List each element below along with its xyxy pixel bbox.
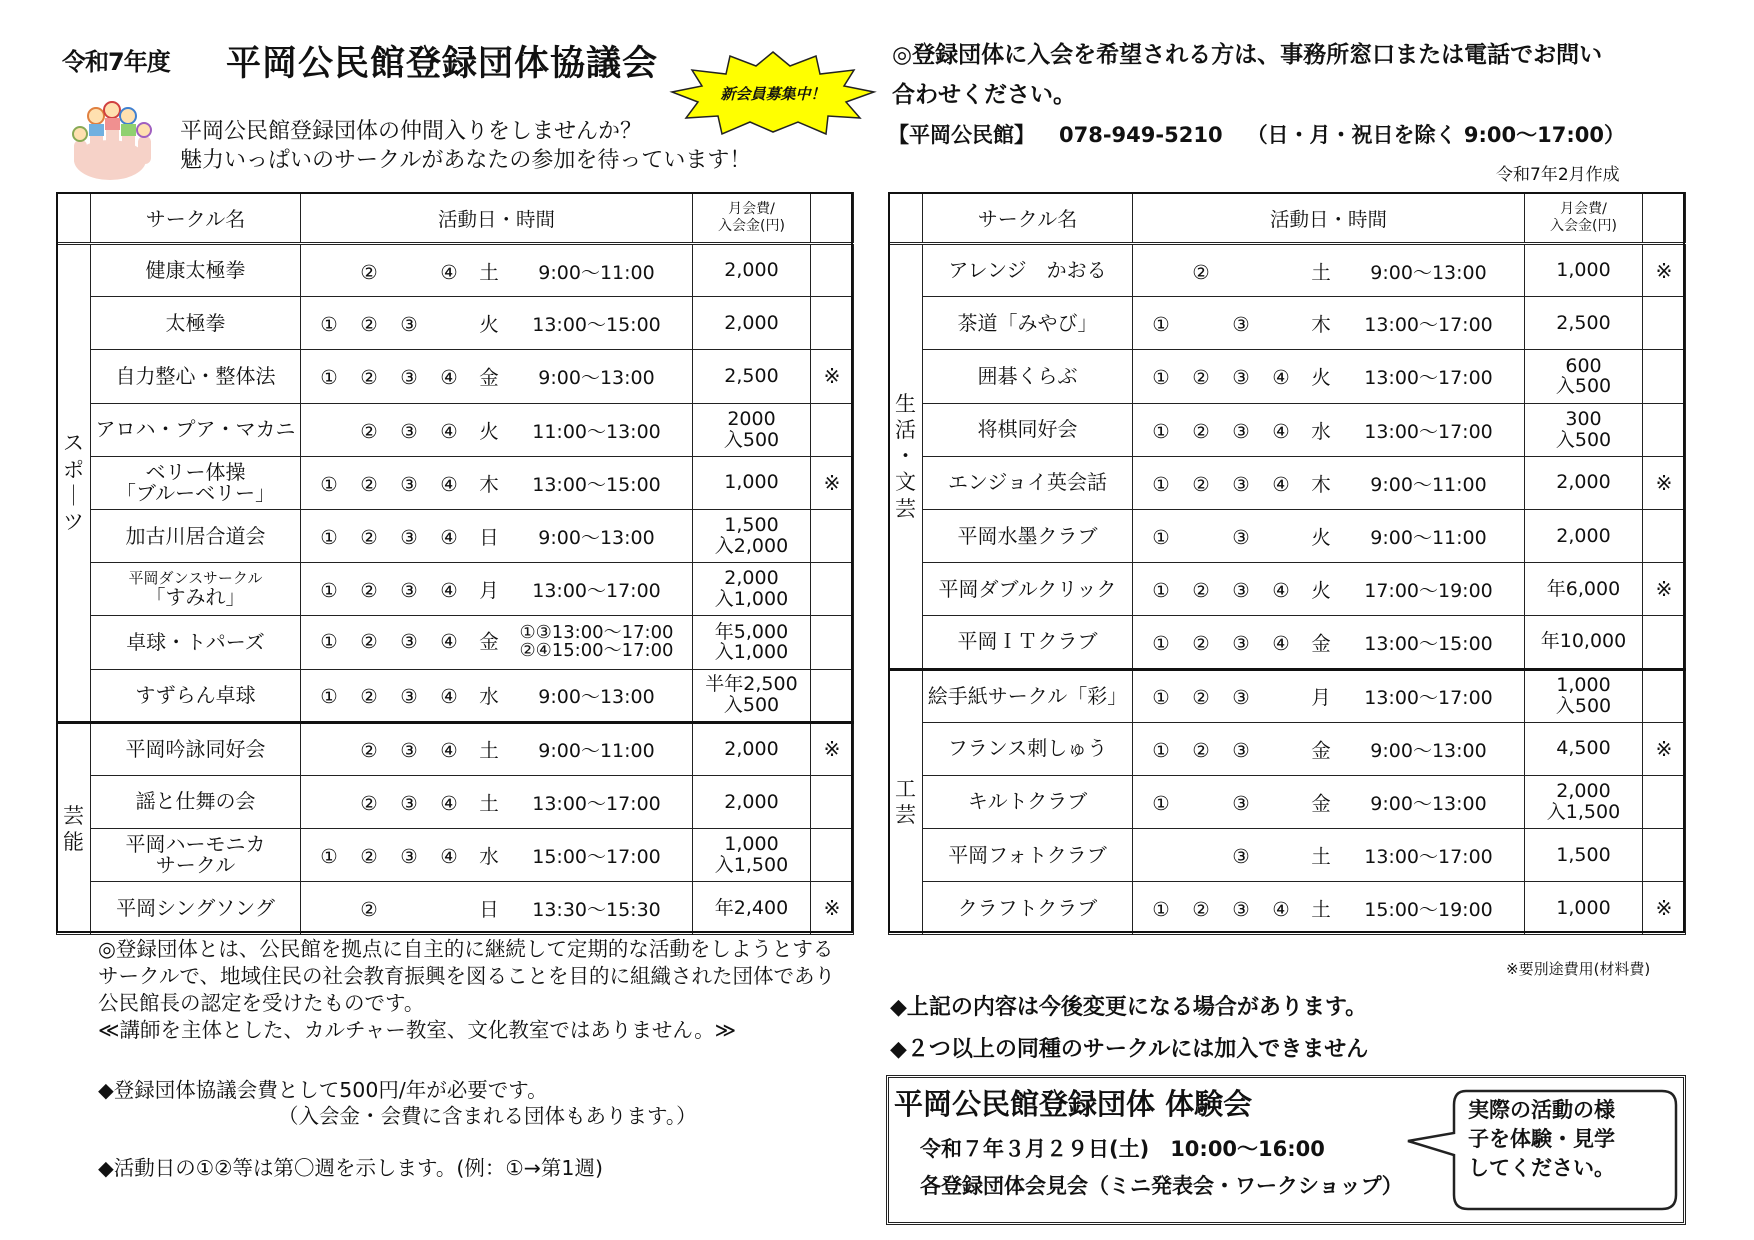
circle-name: 平岡シングソング — [91, 882, 301, 935]
header-schedule: 活動日・時間 — [301, 193, 693, 244]
material-fee-mark — [1643, 775, 1686, 828]
circle-name: すずらん卓球 — [91, 669, 301, 722]
table-row — [889, 350, 1686, 403]
circle-name: 平岡ダンスサークル 「すみれ」 — [91, 563, 301, 616]
table-row — [57, 829, 854, 882]
fee-sub-note: （入会金・会費に含まれる団体もあります。） — [278, 1104, 697, 1128]
experience-description: 各登録団体会見会（ミニ発表会・ワークショップ） — [920, 1174, 1403, 1198]
header-schedule: 活動日・時間 — [1133, 193, 1525, 244]
activity-schedule: ① ② ③ ④ 火 17:00～19:00 — [1133, 563, 1525, 616]
fee: 年2,400 — [693, 882, 811, 935]
activity-time: 13:00～17:00 — [532, 580, 661, 603]
activity-schedule: ② 日 13:30～15:30 — [301, 882, 693, 935]
join-info-line-2: 合わせください。 — [892, 82, 1076, 108]
activity-time: 13:00～15:00 — [532, 314, 661, 337]
table-row — [889, 882, 1686, 935]
activity-time: 17:00～19:00 — [1364, 580, 1493, 603]
material-fee-mark — [1643, 829, 1686, 882]
material-fee-mark — [811, 297, 854, 350]
table-row — [889, 244, 1686, 297]
weekday: 土 — [479, 791, 499, 815]
activity-schedule: ② ③ ④ 土 9:00～11:00 — [301, 722, 693, 775]
material-fee-mark — [1643, 403, 1686, 456]
fee: 年10,000 — [1525, 616, 1643, 669]
header-note — [811, 193, 854, 244]
circle-name: 囲碁くらぶ — [923, 350, 1133, 403]
fee: 2,000 — [693, 244, 811, 297]
table-row — [57, 350, 854, 403]
activity-time: 9:00～13:00 — [538, 686, 655, 709]
table-row — [889, 669, 1686, 722]
activity-schedule: ① ③ 木 13:00～17:00 — [1133, 297, 1525, 350]
fee: 2,500 — [693, 350, 811, 403]
weekday: 金 — [1311, 738, 1331, 762]
activity-schedule: ① ② ③ ④ 木 13:00～15:00 — [301, 456, 693, 509]
weekday: 土 — [1311, 845, 1331, 869]
activity-schedule: ① ② ③ ④ 日 9:00～13:00 — [301, 509, 693, 562]
join-info-line-1: ◎登録団体に入会を希望される方は、事務所窓口または電話でお問い — [892, 42, 1603, 68]
fee-note: ◆登録団体協議会費として500円/年が必要です。 — [98, 1078, 548, 1102]
header-fee: 月会費/ 入会金(円) — [693, 193, 811, 244]
table-row — [57, 669, 854, 722]
page-title: 平岡公民館登録団体協議会 — [226, 44, 659, 84]
activity-time: 13:00～17:00 — [1364, 367, 1493, 390]
table-row — [57, 244, 854, 297]
activity-time: 9:00～11:00 — [538, 740, 655, 763]
header-circle-name: サークル名 — [923, 193, 1133, 244]
activity-time: 9:00～11:00 — [1370, 473, 1487, 496]
category-crafts: 工 芸 — [889, 669, 923, 935]
table-row — [57, 456, 854, 509]
weekday: 月 — [1311, 686, 1331, 710]
change-note: ◆上記の内容は今後変更になる場合があります。 — [890, 995, 1368, 1020]
invite-line-2: 魅力いっぱいのサークルがあなたの参加を待っています！ — [180, 148, 752, 173]
category-performing-arts: 芸 能 — [57, 722, 91, 935]
weekday: 金 — [1311, 631, 1331, 655]
material-fee-mark — [811, 616, 854, 669]
material-fee-mark: ※ — [811, 456, 854, 509]
table-row — [57, 403, 854, 456]
activity-schedule: ② ③ ④ 土 13:00～17:00 — [301, 775, 693, 828]
activity-schedule: ② ④ 土 9:00～11:00 — [301, 244, 693, 297]
fee: 1,000 — [1525, 882, 1643, 935]
weekday: 金 — [479, 366, 499, 390]
activity-time: 13:00～17:00 — [1364, 846, 1493, 869]
material-fee-mark — [811, 563, 854, 616]
table-header-row — [57, 193, 854, 244]
activity-time: 13:00～15:00 — [532, 473, 661, 496]
header-category — [57, 193, 91, 244]
material-fee-mark: ※ — [811, 722, 854, 775]
fee: 1,000 入1,500 — [693, 829, 811, 882]
circle-name: 加古川居合道会 — [91, 509, 301, 562]
weekday: 火 — [479, 313, 499, 337]
weekday: 木 — [1311, 313, 1331, 337]
same-type-note: ◆２つ以上の同種のサークルには加入できません — [890, 1037, 1369, 1062]
material-fee-mark — [811, 509, 854, 562]
material-fee-mark — [811, 403, 854, 456]
weekday: 木 — [1311, 472, 1331, 496]
table-row — [889, 403, 1686, 456]
definition-note: ◎登録団体とは、公民館を拠点に自主的に継続して定期的な活動をしようとするサークルで、地域住民の社会教育振興を図ることを目的に組織された団体であり公民館長の認定を受けたものです。 ≪講師を主体とした、カルチャー教室、文化教室ではありません。≫ — [98, 936, 850, 1044]
circle-name: 平岡ＩＴクラブ — [923, 616, 1133, 669]
circle-name: 謡と仕舞の会 — [91, 775, 301, 828]
weekday: 火 — [1311, 579, 1331, 603]
fee: 年6,000 — [1525, 563, 1643, 616]
fiscal-year: 令和7年度 — [62, 48, 170, 76]
circle-name: クラフトクラブ — [923, 882, 1133, 935]
material-fee-mark: ※ — [1643, 722, 1686, 775]
activity-schedule: ① ② ③ ④ 金 ①③13:00～17:00 ②④15:00～17:00 — [301, 616, 693, 669]
circle-name: アレンジ かおる — [923, 244, 1133, 297]
circle-name: アロハ・プア・マカニ — [91, 403, 301, 456]
table-row — [889, 509, 1686, 562]
fee: 4,500 — [1525, 722, 1643, 775]
circle-name: 絵手紙サークル「彩」 — [923, 669, 1133, 722]
activity-time: 9:00～13:00 — [538, 527, 655, 550]
activity-schedule: ① ② ③ ④ 土 15:00～19:00 — [1133, 882, 1525, 935]
table-row — [57, 722, 854, 775]
activity-schedule: ① ② ③ ④ 水 15:00～17:00 — [301, 829, 693, 882]
fee: 1,000 入500 — [1525, 669, 1643, 722]
activity-time: ①③13:00～17:00 ②④15:00～17:00 — [519, 621, 674, 662]
activity-time: 9:00～13:00 — [1370, 792, 1487, 815]
fee: 1,500 入2,000 — [693, 509, 811, 562]
weekday: 金 — [1311, 791, 1331, 815]
material-fee-mark — [811, 775, 854, 828]
activity-schedule: ① ② ③ 金 9:00～13:00 — [1133, 722, 1525, 775]
activity-schedule: ① ② ③ ④ 水 9:00～13:00 — [301, 669, 693, 722]
circle-name: 茶道「みやび」 — [923, 297, 1133, 350]
circle-name: 平岡水墨クラブ — [923, 509, 1133, 562]
activity-time: 13:00～17:00 — [1364, 420, 1493, 443]
material-fee-mark — [1643, 616, 1686, 669]
table-row — [889, 722, 1686, 775]
table-header-row — [889, 193, 1686, 244]
activity-schedule: ① ② ③ ④ 月 13:00～17:00 — [301, 563, 693, 616]
weekday: 土 — [479, 739, 499, 763]
weekday: 日 — [479, 898, 499, 922]
fee: 2000 入500 — [693, 403, 811, 456]
fee: 2,000 — [693, 297, 811, 350]
activity-schedule: ② ③ ④ 火 11:00～13:00 — [301, 403, 693, 456]
table-row — [889, 829, 1686, 882]
activity-time: 9:00～11:00 — [1370, 527, 1487, 550]
activity-time: 13:00～17:00 — [532, 792, 661, 815]
activity-time: 13:00～17:00 — [1364, 314, 1493, 337]
fee: 600 入500 — [1525, 350, 1643, 403]
activity-schedule: ③ 土 13:00～17:00 — [1133, 829, 1525, 882]
circle-name: 将棋同好会 — [923, 403, 1133, 456]
material-fee-mark — [811, 244, 854, 297]
experience-date: 令和７年３月２９日(土) 10:00～16:00 — [920, 1137, 1325, 1161]
circle-name: 平岡ハーモニカ サークル — [91, 829, 301, 882]
table-row — [889, 563, 1686, 616]
weekday: 土 — [1311, 260, 1331, 284]
material-note: ※要別途費用(材料費) — [1506, 960, 1651, 978]
activity-schedule: ② 土 9:00～13:00 — [1133, 244, 1525, 297]
table-row — [57, 882, 854, 935]
recruiting-badge-text: 新会員募集中！ — [720, 85, 826, 103]
activity-time: 15:00～19:00 — [1364, 899, 1493, 922]
invite-line-1: 平岡公民館登録団体の仲間入りをしませんか？ — [180, 119, 643, 144]
activity-schedule: ① ② ③ ④ 木 9:00～11:00 — [1133, 456, 1525, 509]
fee: 2,000 入1,500 — [1525, 775, 1643, 828]
activity-time: 13:00～15:00 — [1364, 632, 1493, 655]
circle-table-left — [56, 192, 854, 935]
hand-with-finger-puppets-icon — [58, 96, 166, 182]
weekday: 土 — [1311, 898, 1331, 922]
header-circle-name: サークル名 — [91, 193, 301, 244]
contact-name: 【平岡公民館】 — [888, 123, 1035, 147]
activity-time: 13:30～15:30 — [532, 899, 661, 922]
weekday: 水 — [479, 845, 499, 869]
fee: 2,500 — [1525, 297, 1643, 350]
fee: 半年2,500 入500 — [693, 669, 811, 722]
circle-name: 太極拳 — [91, 297, 301, 350]
material-fee-mark: ※ — [1643, 244, 1686, 297]
header-category — [889, 193, 923, 244]
not-culture-note: ≪講師を主体とした、カルチャー教室、文化教室ではありません。≫ — [98, 1018, 737, 1042]
weekday: 土 — [479, 260, 499, 284]
contact-phone: 078-949-5210 — [1059, 123, 1223, 147]
circle-table-right — [888, 192, 1686, 935]
material-fee-mark: ※ — [811, 350, 854, 403]
table-row — [889, 456, 1686, 509]
header-note — [1643, 193, 1686, 244]
table-row — [889, 297, 1686, 350]
fee: 1,500 — [1525, 829, 1643, 882]
fee: 2,000 入1,000 — [693, 563, 811, 616]
activity-time: 9:00～13:00 — [1370, 739, 1487, 762]
category-life-culture: 生 活 ・ 文 芸 — [889, 244, 923, 670]
contact-hours: （日・月・祝日を除く 9:00～17:00） — [1246, 123, 1625, 147]
material-fee-mark — [811, 829, 854, 882]
material-fee-mark: ※ — [1643, 563, 1686, 616]
circle-name: 自力整心・整体法 — [91, 350, 301, 403]
table-row — [57, 775, 854, 828]
activity-schedule: ① ② ③ ④ 金 13:00～15:00 — [1133, 616, 1525, 669]
created-date: 令和7年2月作成 — [1496, 165, 1620, 185]
material-fee-mark — [811, 669, 854, 722]
activity-schedule: ① ③ 金 9:00～13:00 — [1133, 775, 1525, 828]
activity-time: 9:00～13:00 — [1370, 261, 1487, 284]
material-fee-mark — [1643, 509, 1686, 562]
activity-schedule: ① ② ③ 火 13:00～15:00 — [301, 297, 693, 350]
activity-time: 9:00～11:00 — [538, 261, 655, 284]
weekday: 金 — [479, 629, 499, 653]
table-row — [889, 616, 1686, 669]
weekday: 木 — [479, 472, 499, 496]
fee: 2,000 — [1525, 456, 1643, 509]
circle-name: ベリー体操 「ブルーベリー」 — [91, 456, 301, 509]
circle-name: キルトクラブ — [923, 775, 1133, 828]
fee: 2,000 — [693, 775, 811, 828]
material-fee-mark: ※ — [811, 882, 854, 935]
material-fee-mark — [1643, 297, 1686, 350]
weekday: 火 — [1311, 366, 1331, 390]
experience-title: 平岡公民館登録団体 体験会 — [894, 1087, 1253, 1121]
fee: 300 入500 — [1525, 403, 1643, 456]
recruiting-badge — [668, 48, 878, 136]
circle-name: 平岡フォトクラブ — [923, 829, 1133, 882]
weekday: 水 — [479, 685, 499, 709]
material-fee-mark — [1643, 350, 1686, 403]
activity-time: 13:00～17:00 — [1364, 687, 1493, 710]
activity-schedule: ① ② ③ 月 13:00～17:00 — [1133, 669, 1525, 722]
table-row — [57, 297, 854, 350]
weekday: 水 — [1311, 419, 1331, 443]
contact-info — [888, 119, 1625, 149]
material-fee-mark: ※ — [1643, 456, 1686, 509]
circle-name: 平岡吟詠同好会 — [91, 722, 301, 775]
fee: 1,000 — [693, 456, 811, 509]
weekday: 火 — [479, 419, 499, 443]
activity-schedule: ① ③ 火 9:00～11:00 — [1133, 509, 1525, 562]
speech-bubble-text: 実際の活動の様 子を体験・見学 してください。 — [1468, 1098, 1615, 1180]
category-sports: ス ポ ｜ ツ — [57, 244, 91, 723]
week-note: ◆活動日の①②等は第〇週を示します。(例：①→第1週) — [98, 1156, 603, 1180]
table-row — [889, 775, 1686, 828]
table-row — [57, 616, 854, 669]
activity-schedule: ① ② ③ ④ 金 9:00～13:00 — [301, 350, 693, 403]
table-row — [57, 563, 854, 616]
activity-time: 9:00～13:00 — [538, 367, 655, 390]
circle-name: フランス刺しゅう — [923, 722, 1133, 775]
fee: 年5,000 入1,000 — [693, 616, 811, 669]
material-fee-mark: ※ — [1643, 882, 1686, 935]
activity-time: 11:00～13:00 — [532, 420, 661, 443]
table-row — [57, 509, 854, 562]
fee: 1,000 — [1525, 244, 1643, 297]
weekday: 火 — [1311, 526, 1331, 550]
activity-schedule: ① ② ③ ④ 水 13:00～17:00 — [1133, 403, 1525, 456]
weekday: 日 — [479, 526, 499, 550]
activity-time: 15:00～17:00 — [532, 846, 661, 869]
fee: 2,000 — [693, 722, 811, 775]
circle-name: エンジョイ英会話 — [923, 456, 1133, 509]
activity-schedule: ① ② ③ ④ 火 13:00～17:00 — [1133, 350, 1525, 403]
circle-name: 卓球・トパーズ — [91, 616, 301, 669]
circle-name: 平岡ダブルクリック — [923, 563, 1133, 616]
fee: 2,000 — [1525, 509, 1643, 562]
header-fee: 月会費/ 入会金(円) — [1525, 193, 1643, 244]
circle-name: 健康太極拳 — [91, 244, 301, 297]
weekday: 月 — [479, 579, 499, 603]
material-fee-mark — [1643, 669, 1686, 722]
